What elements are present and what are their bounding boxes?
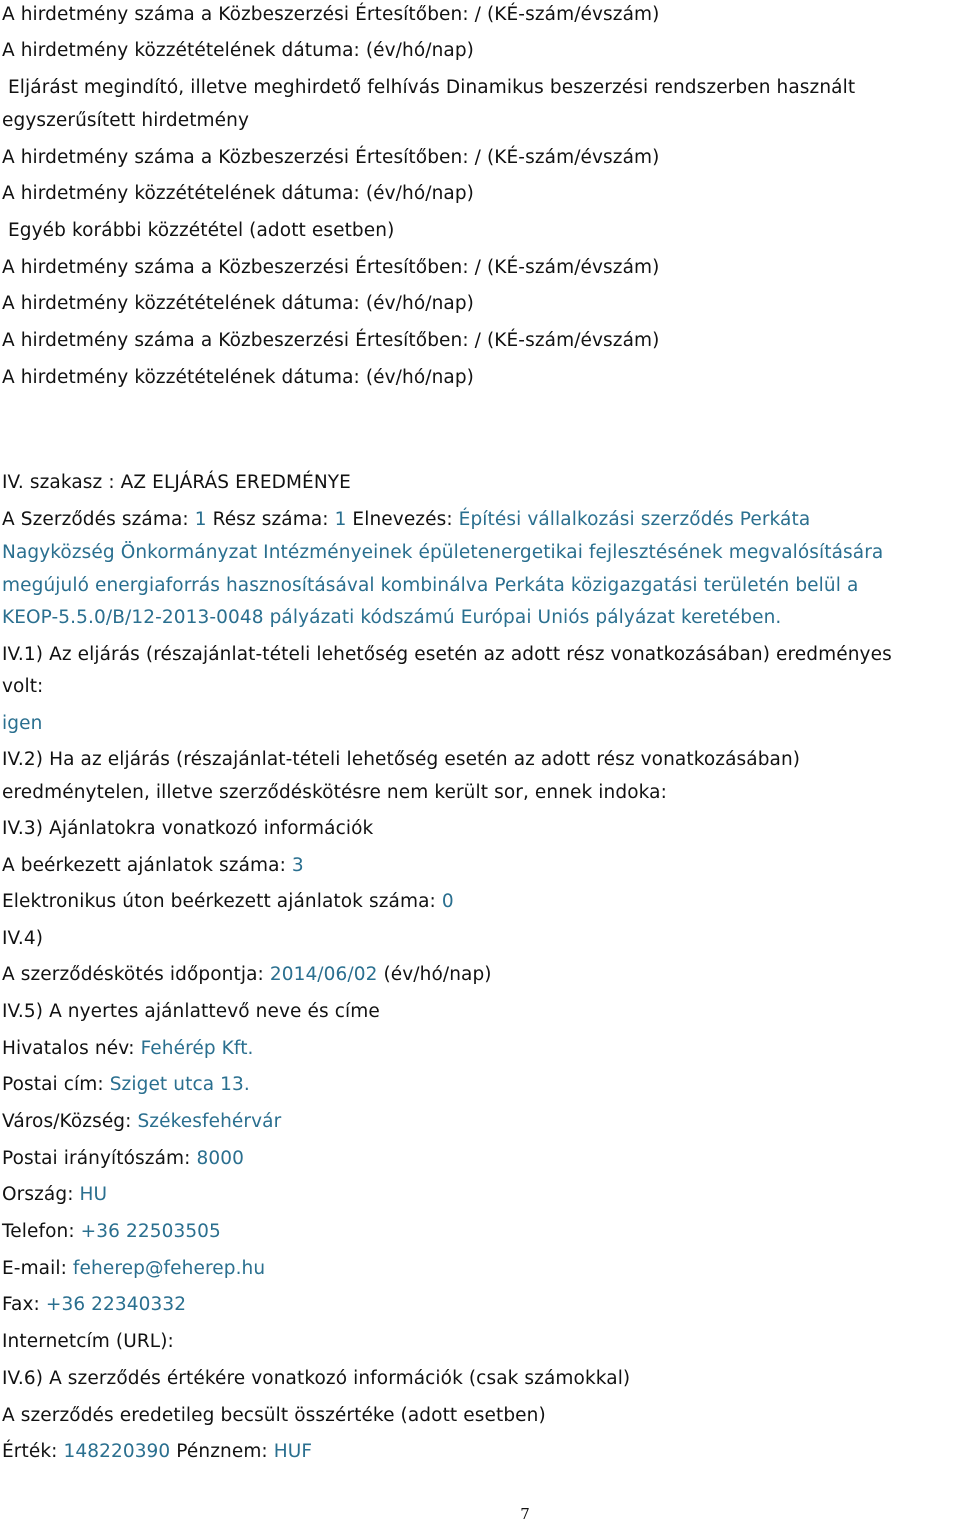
field-label: E-mail: — [2, 1258, 73, 1279]
iv1-question-cont: volt: — [2, 676, 44, 697]
section-heading: IV. szakasz : AZ ELJÁRÁS EREDMÉNYE — [2, 472, 351, 493]
notice-date-line: A hirdetmény közzétételének dátuma: (év/hó/nap) — [2, 40, 474, 61]
page-number: 7 — [520, 1505, 530, 1523]
iv6-title: IV.6) A szerződés értékére vonatkozó információk (csak számokkal) — [2, 1368, 631, 1389]
offers-label: A beérkezett ajánlatok száma: — [2, 855, 292, 876]
country: HU — [79, 1184, 108, 1205]
postal-address: Sziget utca 13. — [109, 1074, 250, 1095]
official-name: Fehérép Kft. — [140, 1038, 254, 1059]
name-label: Elnevezés: — [346, 509, 459, 530]
iv4-title: IV.4) — [2, 928, 44, 949]
winner-field — [2, 1037, 254, 1061]
currency: HUF — [273, 1441, 313, 1462]
notice-number-line: A hirdetmény száma a Közbeszerzési Értesítőben: / (KÉ-szám/évszám) — [2, 330, 660, 351]
procedure-heading-cont: egyszerűsített hirdetmény — [2, 110, 250, 131]
field-label: Fax: — [2, 1294, 46, 1315]
part-label: Rész száma: — [206, 509, 335, 530]
postal-code: 8000 — [196, 1148, 244, 1169]
offers-count-line — [2, 854, 304, 878]
contract-no-label: A Szerződés száma: — [2, 509, 195, 530]
fax: +36 22340332 — [45, 1294, 187, 1315]
estimated-value-heading: A szerződés eredetileg becsült összértéke (adott esetben) — [2, 1405, 546, 1426]
contract-date: 2014/06/02 — [269, 964, 378, 985]
field-label: Telefon: — [2, 1221, 81, 1242]
electronic-offers-line — [2, 890, 454, 914]
contract-no: 1 — [194, 509, 207, 530]
value-line — [2, 1440, 312, 1464]
notice-date-line: A hirdetmény közzétételének dátuma: (év/hó/nap) — [2, 367, 474, 388]
value-label: Érték: — [2, 1441, 64, 1462]
contract-date-format: (év/hó/nap) — [377, 964, 492, 985]
winner-field — [2, 1147, 244, 1171]
iv2-question-cont: eredménytelen, illetve szerződéskötésre nem került sor, ennek indoka: — [2, 782, 667, 803]
contract-name-cont: Nagyközség Önkormányzat Intézményeinek épületenergetikai fejlesztésének megvalósítására — [2, 542, 884, 563]
iv3-title: IV.3) Ajánlatokra vonatkozó információk — [2, 818, 374, 839]
email: feherep@feherep.hu — [72, 1258, 266, 1279]
electronic-offers-count: 0 — [441, 891, 454, 912]
procedure-heading-line: Eljárást megindító, illetve meghirdető felhívás Dinamikus beszerzési rendszerben használt — [8, 77, 856, 98]
part-no: 1 — [334, 509, 347, 530]
contract-name-cont: megújuló energiaforrás hasznosításával kombinálva Perkáta közigazgatási területén belül a — [2, 575, 859, 596]
field-label: Internetcím (URL): — [2, 1331, 174, 1352]
contract-line — [2, 508, 810, 532]
contract-date-label: A szerződéskötés időpontja: — [2, 964, 270, 985]
notice-number-line: A hirdetmény száma a Közbeszerzési Értesítőben: / (KÉ-szám/évszám) — [2, 4, 660, 25]
winner-field — [2, 1110, 281, 1134]
field-label: Ország: — [2, 1184, 80, 1205]
field-label: Város/Község: — [2, 1111, 138, 1132]
contract-name: Építési vállalkozási szerződés Perkáta — [458, 509, 811, 530]
winner-field — [2, 1073, 250, 1097]
notice-date-line: A hirdetmény közzétételének dátuma: (év/hó/nap) — [2, 183, 474, 204]
iv1-answer: igen — [2, 713, 43, 734]
notice-number-line: A hirdetmény száma a Közbeszerzési Értesítőben: / (KÉ-szám/évszám) — [2, 147, 660, 168]
notice-number-line: A hirdetmény száma a Közbeszerzési Értesítőben: / (KÉ-szám/évszám) — [2, 257, 660, 278]
winner-field — [2, 1183, 107, 1207]
iv1-question: IV.1) Az eljárás (részajánlat-tételi lehetőség esetén az adott rész vonatkozásában) eredményes — [2, 644, 892, 665]
phone: +36 22503505 — [80, 1221, 221, 1242]
notice-date-line: A hirdetmény közzétételének dátuma: (év/hó/nap) — [2, 293, 474, 314]
other-publication-heading: Egyéb korábbi közzététel (adott esetben) — [8, 220, 395, 241]
offers-count: 3 — [291, 855, 304, 876]
field-label: Postai cím: — [2, 1074, 110, 1095]
contract-value: 148220390 — [63, 1441, 171, 1462]
winner-field — [2, 1293, 186, 1317]
field-label: Hivatalos név: — [2, 1038, 141, 1059]
winner-field — [2, 1257, 265, 1281]
winner-field — [2, 1330, 174, 1354]
iv5-title: IV.5) A nyertes ajánlattevő neve és címe — [2, 1001, 380, 1022]
contract-name-cont: KEOP-5.5.0/B/12-2013-0048 pályázati kódszámú Európai Uniós pályázat keretében. — [2, 607, 782, 628]
city: Székesfehérvár — [137, 1111, 282, 1132]
currency-label: Pénznem: — [170, 1441, 274, 1462]
winner-field — [2, 1220, 221, 1244]
electronic-offers-label: Elektronikus úton beérkezett ajánlatok száma: — [2, 891, 442, 912]
field-label: Postai irányítószám: — [2, 1148, 197, 1169]
contract-date-line — [2, 963, 492, 987]
iv2-question: IV.2) Ha az eljárás (részajánlat-tételi lehetőség esetén az adott rész vonatkozásában) — [2, 749, 801, 770]
